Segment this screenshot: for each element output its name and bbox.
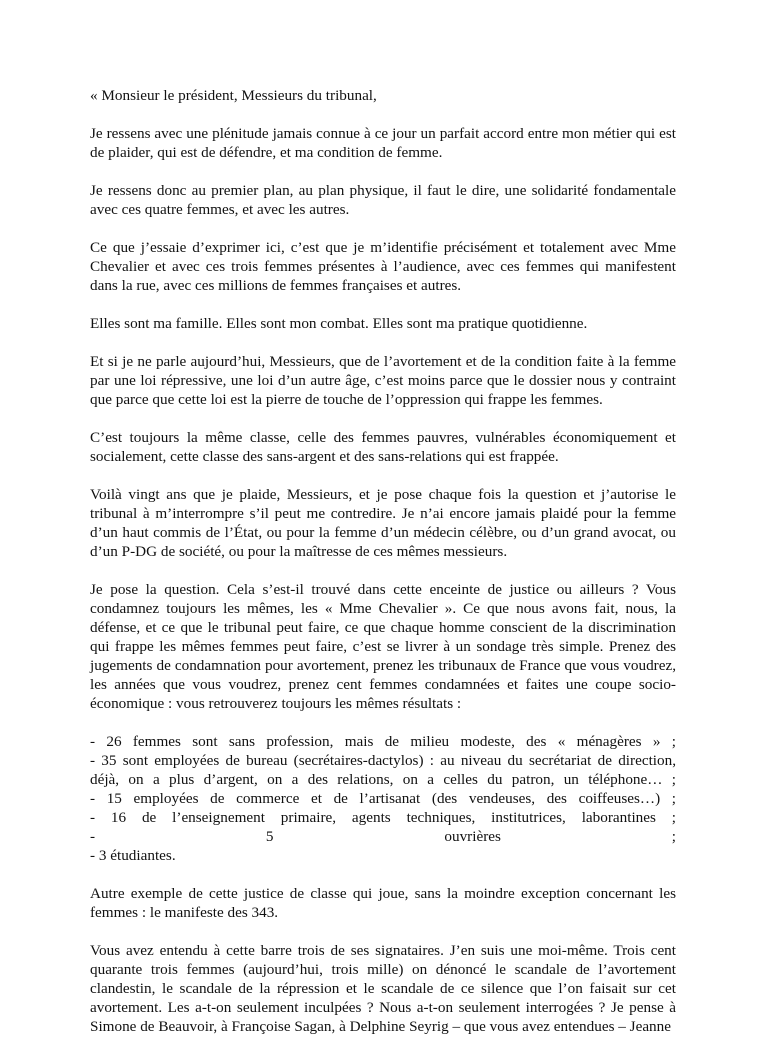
paragraph: Vous avez entendu à cette barre trois de ses signataires. J’en suis une moi-même. Trois cent quarante trois femmes (aujourd’hui, trois mille) on dénoncé le scandale de l’avortement clandestin, le scandale de la répression et le scandale de ce silence que l’on faisait sur cet avortement. Les a-t-on seulement inculpées ? Nous a-t-on seulement interrogées ? Je pense à Simone de Beauvoir, à Françoise Sagan, à Delphine Seyrig – que vous avez entendues – Jeanne — [90, 942, 676, 1035]
paragraph: Ce que j’essaie d’exprimer ici, c’est que je m’identifie précisément et totalement avec Mme Chevalier et avec ces trois femmes présentes à l’audience, avec ces femmes qui manifestent dans la rue, avec ces millions de femmes françaises et autres. — [90, 239, 676, 294]
paragraph: Autre exemple de cette justice de classe qui joue, sans la moindre exception concernant les femmes : le manifeste des 343. — [90, 885, 676, 921]
greeting: « Monsieur le président, Messieurs du tribunal, — [90, 87, 377, 104]
document-page — [90, 86, 676, 1055]
statistics-list — [90, 732, 676, 865]
list-item: - 16 de l’enseignement primaire, agents techniques, institutrices, laborantines ; — [90, 809, 676, 826]
paragraph: Je pose la question. Cela s’est-il trouvé dans cette enceinte de justice ou ailleurs ? Vous condamnez toujours les mêmes, les « Mme Chevalier ». Ce que nous avons fait, nous, la défense, et ce que le tribunal peut faire, ce que chaque homme conscient de la discrimination qui frappe les mêmes femmes peut faire, c’est se livrer à un sondage très simple. Prenez des jugements de condamnation pour avortement, prenez les tribunaux de France que vous voudrez, les années que vous voudrez, prenez cent femmes condamnées et faites une coupe socio-économique : vous retrouverez toujours les mêmes résultats : — [90, 581, 676, 712]
list-item: - 15 employées de commerce et de l’artisanat (des vendeuses, des coiffeuses…) ; — [90, 790, 676, 807]
paragraph: Je ressens donc au premier plan, au plan physique, il faut le dire, une solidarité fondamentale avec ces quatre femmes, et avec les autres. — [90, 182, 676, 218]
paragraph: Voilà vingt ans que je plaide, Messieurs, et je pose chaque fois la question et j’autorise le tribunal à m’interrompre s’il peut me contredire. Je n’ai encore jamais plaidé pour la femme d’un haut commis de l’État, ou pour la femme d’un médecin célèbre, ou d’un grand avocat, ou d’un P-DG de société, ou pour la maîtresse de ces mêmes messieurs. — [90, 486, 676, 560]
list-item: - 35 sont employées de bureau (secrétaires-dactylos) : au niveau du secrétariat de direction, déjà, on a plus d’argent, on a des relations, on a celles du patron, un téléphone… ; — [90, 752, 676, 788]
list-item: - 26 femmes sont sans profession, mais de milieu modeste, des « ménagères » ; — [90, 733, 676, 750]
paragraph: Je ressens avec une plénitude jamais connue à ce jour un parfait accord entre mon métier qui est de plaider, qui est de défendre, et ma condition de femme. — [90, 125, 676, 161]
paragraph: C’est toujours la même classe, celle des femmes pauvres, vulnérables économiquement et socialement, cette classe des sans-argent et des sans-relations qui est frappée. — [90, 429, 676, 465]
list-item: - 5 ouvrières ; — [90, 828, 676, 845]
paragraph: Elles sont ma famille. Elles sont mon combat. Elles sont ma pratique quotidienne. — [90, 315, 588, 332]
list-item: - 3 étudiantes. — [90, 847, 176, 864]
paragraph: Et si je ne parle aujourd’hui, Messieurs, que de l’avortement et de la condition faite à la femme par une loi répressive, une loi d’un autre âge, c’est moins parce que le dossier nous y contraint que parce que cette loi est la pierre de touche de l’oppression qui frappe les femmes. — [90, 353, 676, 408]
